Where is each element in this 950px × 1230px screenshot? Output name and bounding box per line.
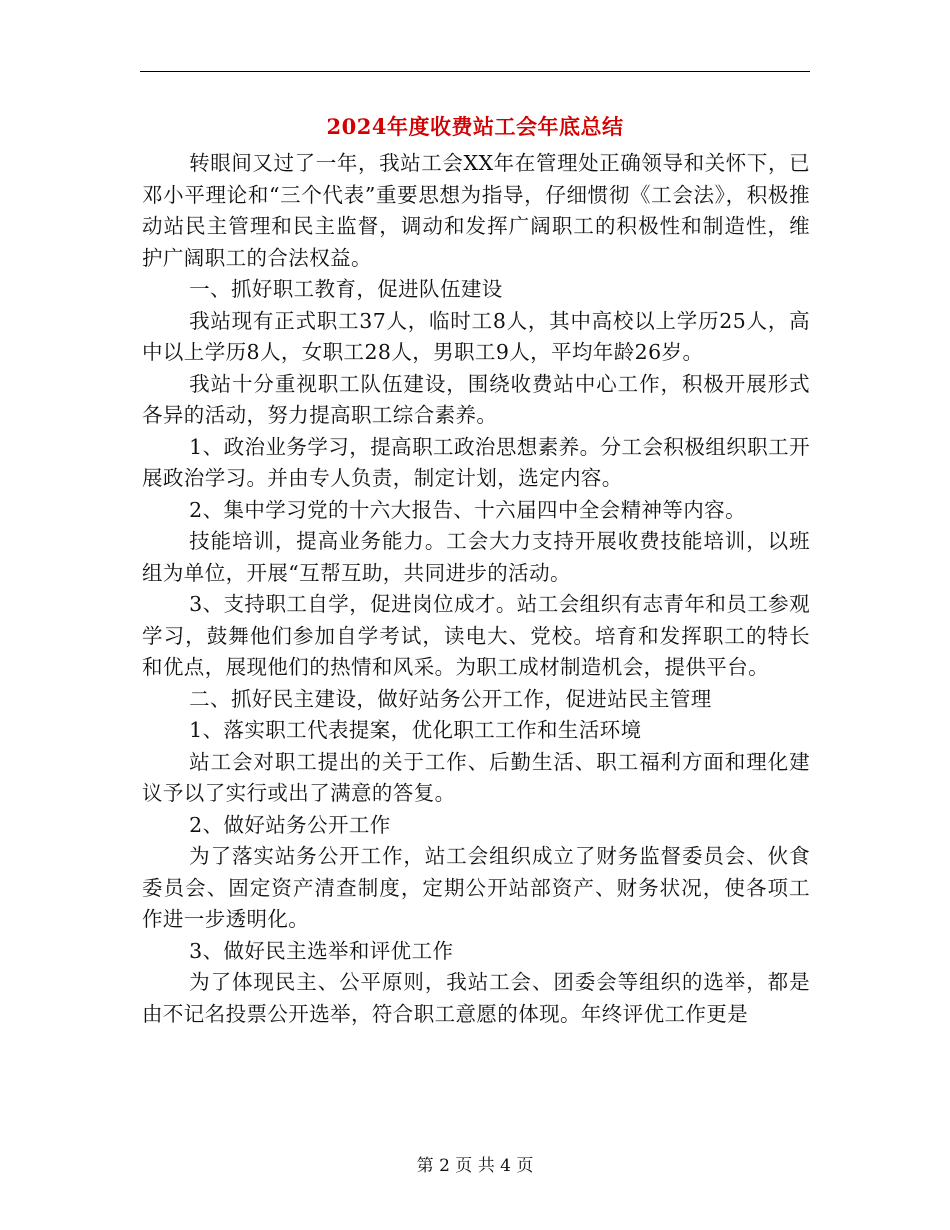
paragraph-item-2-study: 2、集中学习党的十六大报告、十六届四中全会精神等内容。 bbox=[189, 497, 746, 522]
document-body bbox=[142, 148, 810, 1030]
subheading-elections: 3、做好民主选举和评优工作 bbox=[189, 938, 454, 963]
paragraph-proposals: 站工会对职工提出的关于工作、后勤生活、职工福利方面和理化建议予以了实行或出了满意的答复。 bbox=[142, 749, 810, 805]
section-heading-2: 二、抓好民主建设，做好站务公开工作，促进站民主管理 bbox=[189, 686, 712, 711]
document-title: 2024年度收费站工会年底总结 bbox=[326, 114, 624, 139]
paragraph-staff-stats: 我站现有正式职工37人，临时工8人，其中高校以上学历25人，高中以上学历8人，女职工28人，男职工9人，平均年龄26岁。 bbox=[142, 308, 810, 364]
page-number-footer: 第 2 页 共 4 页 bbox=[416, 1156, 534, 1176]
paragraph-skill-training: 技能培训，提高业务能力。工会大力支持开展收费技能培训，以班组为单位，开展“互帮互助，共同进步的活动。 bbox=[142, 529, 810, 585]
paragraph-team-building: 我站十分重视职工队伍建设，围绕收费站中心工作，积极开展形式各异的活动，努力提高职工综合素养。 bbox=[142, 371, 810, 427]
paragraph-openness: 为了落实站务公开工作，站工会组织成立了财务监督委员会、伙食委员会、固定资产清查制度，定期公开站部资产、财务状况，使各项工作进一步透明化。 bbox=[142, 844, 810, 931]
section-heading-1: 一、抓好职工教育，促进队伍建设 bbox=[189, 277, 503, 301]
paragraph-item-1-politics: 1、政治业务学习，提高职工政治思想素养。分工会积极组织职工开展政治学习。并由专人负责，制定计划，选定内容。 bbox=[142, 434, 810, 490]
header-rule bbox=[140, 71, 810, 72]
subheading-openness: 2、做好站务公开工作 bbox=[189, 812, 391, 837]
subheading-proposals: 1、落实职工代表提案，优化职工工作和生活环境 bbox=[189, 718, 642, 742]
paragraph-intro: 转眼间又过了一年，我站工会XX年在管理处正确领导和关怀下，已邓小平理论和“三个代表”重要思想为指导，仔细惯彻《工会法》，积极推动站民主管理和民主监督，调动和发挥广阔职工的积极性和制造性，维护广阔职工的合法权益。 bbox=[142, 151, 810, 270]
paragraph-elections: 为了体现民主、公平原则，我站工会、团委会等组织的选举，都是由不记名投票公开选举，符合职工意愿的体现。年终评优工作更是 bbox=[142, 970, 810, 1026]
paragraph-item-3-self-study: 3、支持职工自学，促进岗位成才。站工会组织有志青年和员工参观学习，鼓舞他们参加自学考试，读电大、党校。培育和发挥职工的特长和优点，展现他们的热情和风采。为职工成材制造机会，提供平台。 bbox=[142, 592, 810, 679]
